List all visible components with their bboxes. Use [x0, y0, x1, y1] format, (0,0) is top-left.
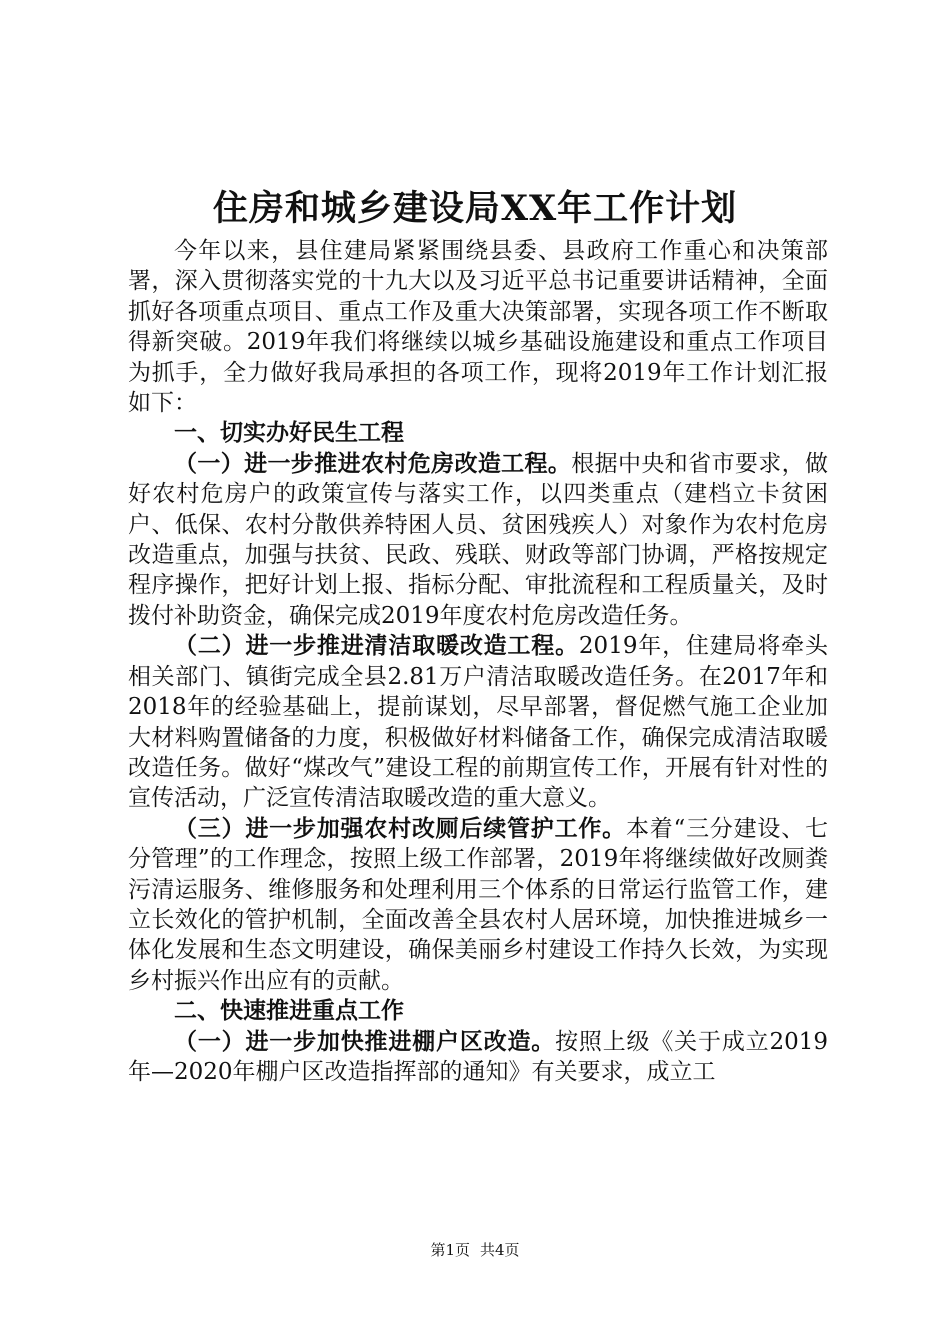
page-number: 第1页 [430, 1241, 470, 1259]
paragraph-text: 2019年，住建局将牵头相关部门、镇街完成全县2.81万户清洁取暖改造任务。在2017年和2018年的经验基础上，提前谋划，尽早部署，督促燃气施工企业加大材料购置储备的力度，积极做好材料储备工作，确保完成清洁取暖改造任务。做好“煤改气”建设工程的前期宣传工作，开展有针对性的宣传活动，广泛宣传清洁取暖改造的重大意义。 [128, 633, 829, 812]
heading-text: 二、快速推进重点工作 [174, 997, 404, 1025]
heading-text: 一、切实办好民生工程 [174, 419, 404, 447]
section-heading-2 [128, 996, 828, 1026]
page-footer [0, 1240, 950, 1260]
subsection-lead: （一）进一步推进农村危房改造工程。 [174, 449, 572, 477]
subsection-paragraph [128, 631, 828, 813]
subsection-lead: （三）进一步加强农村改厕后续管护工作。 [174, 814, 626, 842]
intro-paragraph [128, 236, 828, 418]
paragraph-text: 根据中央和省市要求，做好农村危房户的政策宣传与落实工作，以四类重点（建档立卡贫困户、低保、农村分散供养特困人员、贫困残疾人）对象作为农村危房改造重点，加强与扶贫、民政、残联、财政等部门协调，严格按规定程序操作，把好计划上报、指标分配、审批流程和工程质量关，及时拨付补助资金，确保完成2019年度农村危房改造任务。 [128, 450, 829, 629]
paragraph-text: 今年以来，县住建局紧紧围绕县委、县政府工作重心和决策部署，深入贯彻落实党的十九大以及习近平总书记重要讲话精神，全面抓好各项重点项目、重点工作及重大决策部署，实现各项工作不断取得新突破。2019年我们将继续以城乡基础设施建设和重点工作项目为抓手，全力做好我局承担的各项工作，现将2019年工作计划汇报如下： [128, 238, 828, 417]
page-total: 共4页 [480, 1241, 520, 1259]
subsection-lead: （一）进一步加快推进棚户区改造。 [174, 1027, 556, 1055]
paragraph-text: 本着“三分建设、七分管理”的工作理念，按照上级工作部署，2019年将继续做好改厕粪污清运服务、维修服务和处理利用三个体系的日常运行监管工作，建立长效化的管护机制，全面改善全县农村人居环境，加快推进城乡一体化发展和生态文明建设，确保美丽乡村建设工作持久长效，为实现乡村振兴作出应有的贡献。 [128, 815, 829, 994]
section-heading-1 [128, 418, 828, 448]
document-body [128, 236, 828, 1087]
subsection-lead: （二）进一步推进清洁取暖改造工程。 [174, 632, 579, 660]
subsection-paragraph [128, 449, 828, 631]
paragraph-text: 按照上级《关于成立2019年—2020年棚户区改造指挥部的通知》有关要求，成立工 [128, 1028, 828, 1085]
subsection-paragraph [128, 1027, 828, 1088]
document-title: 住房和城乡建设局XX年工作计划 [212, 188, 738, 229]
subsection-paragraph [128, 814, 828, 996]
